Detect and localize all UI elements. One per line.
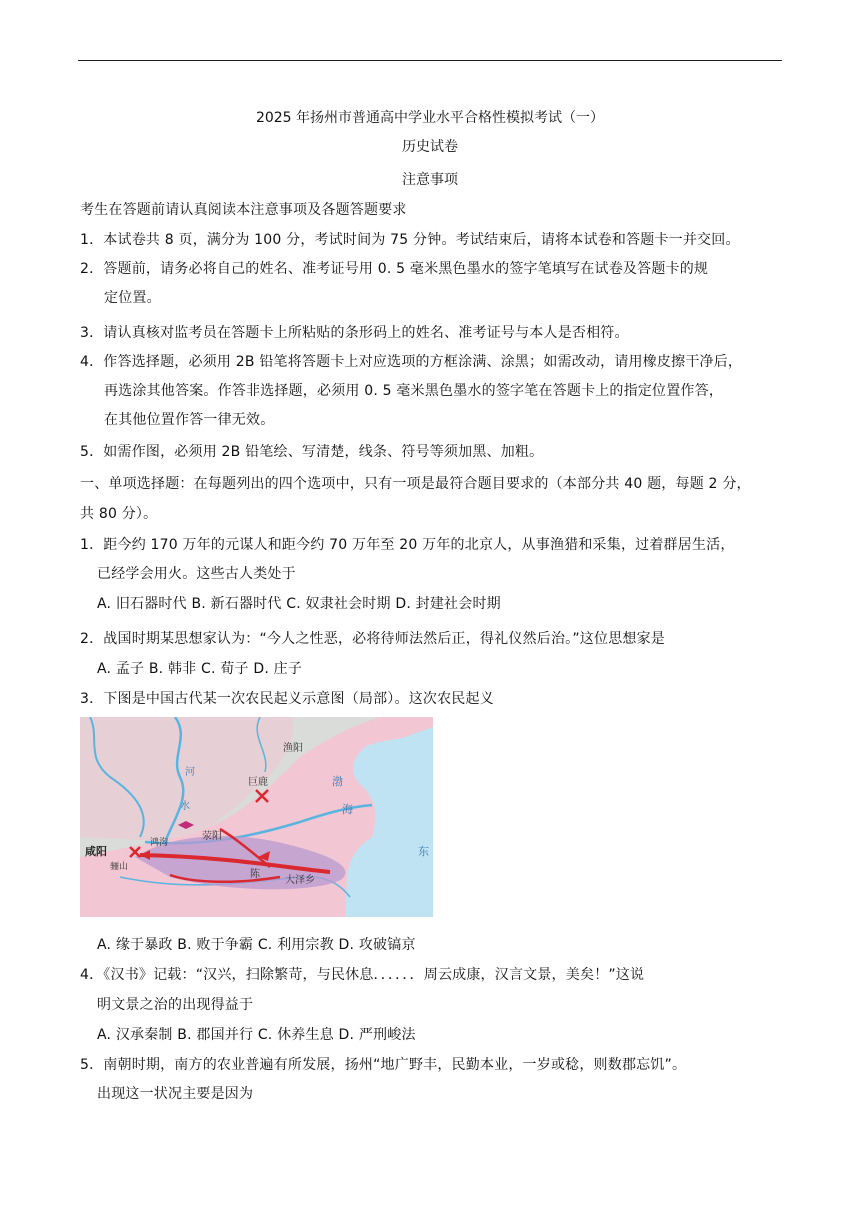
label-chen: 陈 — [250, 869, 260, 880]
q1-stem-line1: 1．距今约 170 万年的元谋人和距今约 70 万年至 20 万年的北京人，从事渔猎和采集，过着群居生活， — [80, 537, 735, 553]
q4-options: A. 汉承秦制 B. 郡国并行 C. 休养生息 D. 严刑峻法 — [97, 1027, 416, 1043]
label-he-2: 水 — [180, 801, 190, 812]
notice-heading: 注意事项 — [402, 172, 458, 188]
notice-item-2-line2: 定位置。 — [104, 290, 161, 306]
q2-stem: 2．战国时期某思想家认为：“今人之性恶，必将待师法然后正，得礼仪然后治。”这位思想家是 — [80, 631, 666, 647]
label-xingyang: 荥阳 — [202, 831, 222, 842]
label-dong: 东 — [418, 845, 429, 858]
section1-heading-line2: 共 80 分）。 — [80, 506, 158, 522]
q1-options: A. 旧石器时代 B. 新石器时代 C. 奴隶社会时期 D. 封建社会时期 — [97, 596, 501, 612]
section1-heading-line1: 一、单项选择题：在每题列出的四个选项中，只有一项是最符合题目要求的（本部分共 40 题，每题 2 分， — [80, 476, 751, 492]
q4-stem-line2: 明文景之治的出现得益于 — [97, 997, 254, 1013]
label-bohai-2: 海 — [342, 803, 353, 816]
notice-intro: 考生在答题前请认真阅读本注意事项及各题答题要求 — [80, 202, 407, 218]
notice-item-2-line1: 2．答题前，请务必将自己的姓名、准考证号用 0. 5 毫米黑色墨水的签字笔填写在试卷及答题卡的规 — [80, 261, 709, 277]
notice-item-1: 1．本试卷共 8 页，满分为 100 分，考试时间为 75 分钟。考试结束后，请将本试卷和答题卡一并交回。 — [80, 232, 740, 248]
q4-stem-line1: 4．《汉书》记载：“汉兴，扫除繁苛，与民休息．．．．．．周云成康，汉言文景，美矣！”这说 — [80, 967, 645, 983]
q1-stem-line2: 已经学会用火。这些古人类处于 — [97, 566, 296, 582]
notice-item-3: 3．请认真核对监考员在答题卡上所粘贴的条形码上的姓名、准考证号与本人是否相符。 — [80, 325, 629, 341]
q2-options: A. 孟子 B. 韩非 C. 荀子 D. 庄子 — [97, 661, 303, 677]
label-honggou: 鸿沟 — [150, 838, 169, 848]
label-lishan: 骊山 — [110, 862, 129, 872]
label-he-1: 河 — [185, 767, 195, 778]
notice-item-4-line1: 4．作答选择题，必须用 2B 铅笔将答题卡上对应选项的方框涂满、涂黑；如需改动，请用橡皮擦干净后， — [80, 354, 743, 370]
top-rule — [78, 60, 782, 61]
exam-title: 2025 年扬州市普通高中学业水平合格性模拟考试（一） — [255, 110, 605, 126]
notice-item-4-line2: 再选涂其他答案。作答非选择题，必须用 0. 5 毫米黑色墨水的签字笔在答题卡上的指定位置作答， — [104, 383, 724, 399]
label-dazexiang: 大泽乡 — [285, 875, 315, 886]
label-yuyang: 渔阳 — [283, 743, 303, 754]
label-xianyang: 咸阳 — [85, 845, 107, 858]
q3-stem: 3．下图是中国古代某一次农民起义示意图（局部）。这次农民起义 — [80, 691, 494, 707]
subject-title: 历史试卷 — [402, 139, 458, 155]
label-bohai-1: 渤 — [332, 775, 343, 788]
label-julu: 巨鹿 — [248, 777, 268, 788]
q5-stem-line1: 5．南朝时期，南方的农业普遍有所发展，扬州“地广野丰，民勤本业，一岁或稔，则数郡忘饥”。 — [80, 1057, 687, 1073]
q3-options: A. 缘于暴政 B. 败于争霸 C. 利用宗教 D. 攻破镐京 — [97, 937, 416, 953]
q5-stem-line2: 出现这一状况主要是因为 — [97, 1086, 254, 1102]
notice-item-4-line3: 在其他位置作答一律无效。 — [104, 412, 275, 428]
notice-item-5: 5．如需作图，必须用 2B 铅笔绘、写清楚，线条、符号等须加黑、加粗。 — [80, 444, 544, 460]
uprising-map — [80, 717, 433, 917]
